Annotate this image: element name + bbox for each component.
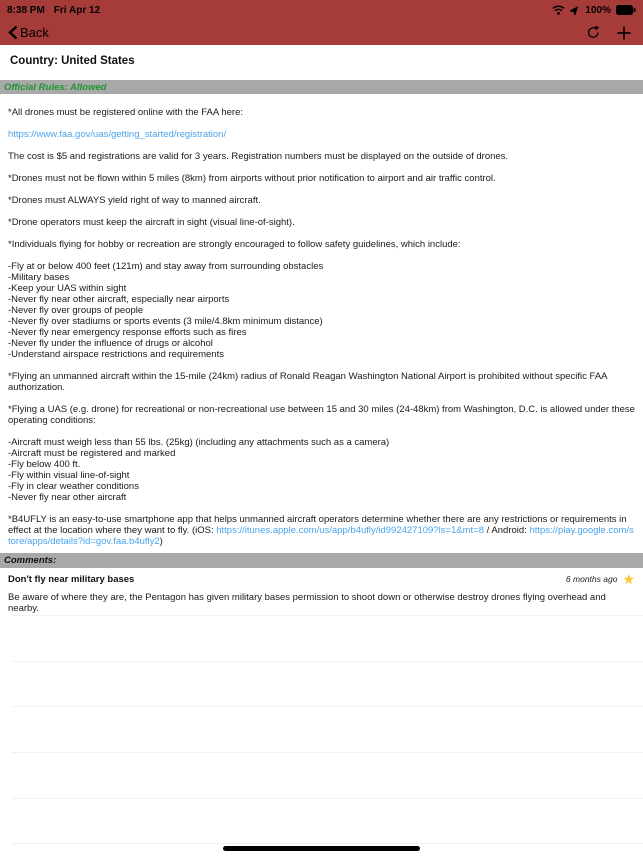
back-button[interactable]: [8, 25, 49, 40]
b4ufly-android-link[interactable]: https://play.google.com/store/apps/details?id=gov.faa.b4ufly2: [8, 525, 634, 547]
registration-link[interactable]: https://www.faa.gov/uas/getting_started/registration/: [8, 129, 227, 140]
wifi-icon: [552, 5, 565, 15]
condition-item: -Never fly near other aircraft: [8, 492, 127, 503]
location-arrow-icon: [570, 5, 580, 15]
b4ufly-paragraph: [8, 514, 635, 547]
page-title: Country: United States: [10, 55, 135, 67]
home-indicator[interactable]: [223, 846, 420, 851]
rule-paragraph: *Flying a UAS (e.g. drone) for recreational or non-recreational use between 15 and 30 miles (24-48km) from Washington, D.C. is allowed under these operating conditions:: [8, 404, 635, 426]
condition-item: -Aircraft must weigh less than 55 lbs. (25kg) (including any attachments such as a camera): [8, 437, 390, 448]
official-rules-header: Official Rules: Allowed: [0, 80, 643, 94]
b4ufly-text: / Android:: [484, 525, 530, 536]
guideline-item: -Keep your UAS within sight: [8, 283, 127, 294]
rule-paragraph: *Drones must not be flown within 5 miles (8km) from airports without prior notification to airport and air traffic control.: [8, 173, 496, 184]
b4ufly-ios-link[interactable]: https://itunes.apple.com/us/app/b4ufly/id992427109?ls=1&mt=8: [216, 525, 485, 536]
guideline-item: -Never fly over groups of people: [8, 305, 144, 316]
b4ufly-text: ): [159, 536, 163, 547]
guideline-item: -Never fly under the influence of drugs or alcohol: [8, 338, 213, 349]
comment-title: Don't fly near military bases: [8, 573, 135, 585]
condition-item: -Fly in clear weather conditions: [8, 481, 139, 492]
comments-header: Comments:: [0, 553, 643, 568]
rules-body: [8, 107, 635, 558]
navigation-bar: [0, 20, 643, 45]
rule-paragraph: *Individuals flying for hobby or recreation are strongly encouraged to follow safety guidelines, which include:: [8, 239, 461, 250]
empty-comment-rows: [0, 616, 643, 844]
add-icon[interactable]: [617, 26, 631, 40]
status-time: 8:38 PM: [7, 4, 45, 16]
dc-conditions-list: [8, 437, 635, 503]
comment-timestamp: 6 months ago: [565, 574, 618, 584]
refresh-icon[interactable]: [586, 25, 601, 40]
rule-paragraph: *All drones must be registered online with the FAA here:: [8, 107, 243, 118]
empty-comment-row: [0, 799, 643, 845]
comment-row[interactable]: [0, 568, 643, 616]
empty-comment-row: [0, 707, 643, 753]
safety-guidelines-list: [8, 261, 635, 360]
guideline-item: -Military bases: [8, 272, 70, 283]
guideline-item: -Never fly near emergency response efforts such as fires: [8, 327, 247, 338]
guideline-item: -Understand airspace restrictions and requirements: [8, 349, 224, 360]
rule-paragraph: The cost is $5 and registrations are valid for 3 years. Registration numbers must be displayed on the outside of drones.: [8, 151, 509, 162]
comment-body: Be aware of where they are, the Pentagon has given military bases permission to shoot down or otherwise destroy drones flying overhead and nearby.: [8, 592, 606, 614]
rule-paragraph: *Flying an unmanned aircraft within the 15-mile (24km) radius of Ronald Reagan Washington National Airport is prohibited without specific FAA authorization.: [8, 371, 607, 393]
empty-comment-row: [0, 616, 643, 662]
condition-item: -Fly below 400 ft.: [8, 459, 81, 470]
chevron-left-icon: [8, 25, 18, 40]
empty-comment-row: [0, 662, 643, 708]
rule-paragraph: *Drones must ALWAYS yield right of way to manned aircraft.: [8, 195, 261, 206]
empty-comment-row: [0, 753, 643, 799]
condition-item: -Fly within visual line-of-sight: [8, 470, 130, 481]
battery-icon: [616, 5, 636, 15]
rule-paragraph: *Drone operators must keep the aircraft in sight (visual line-of-sight).: [8, 217, 295, 228]
guideline-item: -Never fly near other aircraft, especially near airports: [8, 294, 230, 305]
status-bar: [0, 0, 643, 20]
star-icon[interactable]: ★: [622, 571, 635, 587]
guideline-item: -Fly at or below 400 feet (121m) and stay away from surrounding obstacles: [8, 261, 324, 272]
back-label: Back: [20, 25, 49, 40]
status-date: Fri Apr 12: [53, 4, 101, 16]
battery-percent: 100%: [585, 4, 611, 16]
row-divider: [12, 843, 643, 844]
b4ufly-text: *B4UFLY is an easy-to-use smartphone app that helps unmanned aircraft operators determine whether there are any restrictions or requirements in effect at the location where they want to fly. (iOS:: [8, 514, 627, 536]
condition-item: -Aircraft must be registered and marked: [8, 448, 176, 459]
guideline-item: -Never fly over stadiums or sports events (3 mile/4.8km minimum distance): [8, 316, 323, 327]
